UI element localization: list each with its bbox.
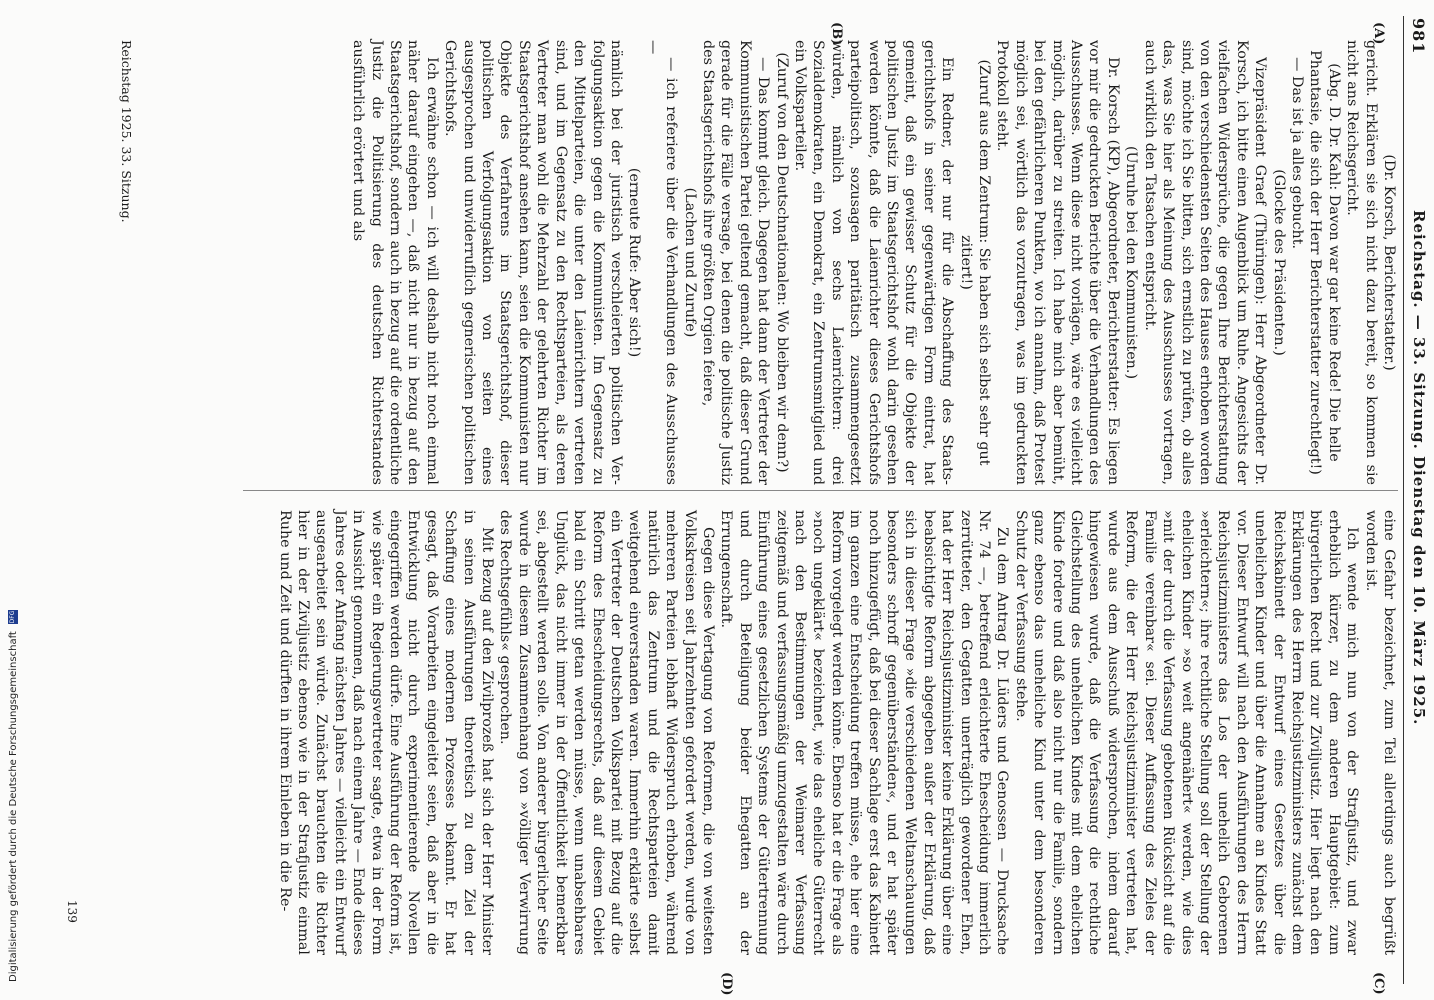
column-divider	[243, 490, 1398, 491]
interjection: (Abg. D. Dr. Kahl: Davon war gar keine Rede! Die helle Phantasie, die sich der Herr Berichterstatter zurechtlegt!)	[1307, 50, 1342, 475]
stage-direction: (Glocke des Präsidenten.)	[1270, 169, 1287, 356]
paragraph: — Das ist ja alles gebucht.	[1288, 57, 1305, 250]
paragraph: Gegen diese Vertagung von Reformen, die von weitesten Volkskreisen seit Jahrzehnten gefordert werden, wurde von mehreren Parteien lebhaft Widerspruch erhoben, während natürlich das Zentrum und die Rechtsparteien damit weitgehend einverstanden waren. Immerhin erklärte selbst ein Vertreter der Deutschen Volkspartei mit Bezug auf die Reform des Ehescheidungsrechts, daß auf diesem Gebiet bald ein Schritt getan werden müsse, wenn unabsehbares Unglück, das nicht immer in der Öffentlichkeit bemerkbar sei, abgestellt werden solle. Von anderer bürgerlicher Seite wurde in diesem Zusammenhang von »völliger Verwirrung des Rechtsgefühls« gesprochen.	[497, 510, 716, 955]
margin-mark-d: (D)	[719, 972, 734, 996]
paragraph: Ich erwähne schon — ich will deshalb nicht noch einmal näher darauf eingehen —, daß nicht nur in bezug auf den Staatsgerichtshof, sondern auch in bezug auf die ordentliche Justiz die Politisierung des deutschen Richterstandes ausführlich erörtert und als	[350, 40, 440, 485]
header-title: Reichstag. — 33. Sitzung. Dienstag den 10. März 1925.	[1410, 210, 1428, 726]
stage-direction: (Lachen und Zurufe)	[681, 187, 698, 338]
paragraph: gericht. Erklären sie sich nicht dazu bereit, so kommen sie nicht ans Reichsgericht.	[1344, 40, 1379, 485]
paragraph: Ein Redner, der nur für die Abschaffung des Staatsgerichtshofs in seiner gegenwärtigen Form eintrat, hat gemeint, daß ein gewisser Schutz für die Objekte der politischen Justiz im Staatsgerichtshof wohl darin gesehen werden könnte, daß die Laienrichter dieses Gerichtshofs parteipolitisch, sozusagen paritätisch zusammengesetzt würden, nämlich von sechs Laienrichtern: drei Sozialdemokraten, ein Demokrat, ein Zentrumsmitglied und ein Volksparteiler.	[792, 40, 956, 485]
interjection: (Zuruf aus dem Zentrum: Sie haben sich selbst sehr gut zitiert!)	[957, 59, 993, 466]
stage-direction: (Unruhe bei den Kommunisten.)	[1123, 145, 1140, 380]
margin-mark-b: (B)	[829, 22, 844, 46]
paragraph: nämlich bei der juristisch verschleierten politischen Verfolgungsaktion gegen die Kommunisten. Im Gegensatz zu den Mittelparteien, die unter den Laienrichtern vertreten sind, und im Gegensatz zu den Rechtsparteien, als deren Vertreter man wohl die Mehrzahl der gelehrten Richter im Staatsgerichtshof ansehen kann, seien die Kommunisten nur Objekte des Verfahrens im Staatsgerichtshof, dieser politischen Verfolgungsaktion von seiten eines ausgesprochen und unwiderruflich gegnerischen politischen Gerichtshofs.	[442, 40, 624, 485]
dfg-logo-icon: DFG	[9, 610, 16, 624]
interjection: (erneute Rufe: Aber sich!)	[626, 167, 643, 358]
paragraph: eine Gefahr bezeichnet, zum Teil allerdings auch begrüßt worden ist.	[1362, 510, 1397, 955]
paragraph: Zu dem Antrag Dr. Lüders und Genossen — Drucksache Nr. 74 —, betreffend erleichterte Ehescheidung immerlich zerrütteter, den Gegatten unerträglich gewordener Ehen, hat der Herr Reichsjustizminister keine Erklärung über eine beabsichtigte Reform abgegeben außer der Erklärung, daß sich in dieser Frage »die verschiedenen Weltanschauungen besonders schroff gegenüberständen«, und er hat später noch hinzugefügt, daß bei dieser Sachlage erst das Kabinett im ganzen eine Entscheidung treffen müsse, ehe hier eine Reform vorgelegt werden könne. Ebenso hat er die Frage als »noch ungeklärt« bezeichnet, wie das eheliche Güterrecht nach den Bestimmungen der Weimarer Verfassung zeitgemäß und verfassungsmäßig umzugestalten wäre durch Einführung eines gesetzlichen Systems der Gütertrennung und durch Beteiligung beider Ehegatten an der Errungenschaft.	[718, 510, 1011, 955]
interjection: (Zuruf von den Deutschnationalen: Wo bleiben wir denn?)	[773, 52, 790, 473]
running-header	[1394, 0, 1434, 1000]
margin-mark-c: (C)	[1371, 972, 1386, 995]
left-column	[349, 40, 1398, 485]
digitization-credit	[8, 0, 26, 982]
paragraph: — Das kommt gleich. Dagegen hat dann der Vertreter der Kommunistischen Partei geltend gemacht, daß dieser Grund gerade für die Fälle versage, bei denen die politische Justiz des Staatsgerichtshofs ihre größten Orgien feiere,	[699, 40, 772, 485]
paragraph: Ich wende mich nun von der Strafjustiz, und zwar erheblich kürzer, zu dem anderen Hauptgebiet: zum bürgerlichen Recht und zur Ziviljustiz. Hier liegt nach den Erklärungen des Herrn Reichsjustizministers zunächst dem Reichskabinett der Entwurf eines Gesetzes über die unehelichen Kinder und über die Annahme an Kindes Statt vor. Dieser Entwurf will nach den Ausführungen des Herrn Reichsjustizministers das Los der unehelich Geborenen »erleichtern«; ihre rechtliche Stellung soll der Stellung der ehelichen Kinder »so weit angenähert« werden, wie dies »mit der durch die Verfassung gebotenen Rücksicht auf die Familie vereinbar« sei. Dieser Auffassung des Zieles der Reform, die der Herr Reichsjustizminister vertreten hat, wurde aus dem Ausschuß widersprochen, indem darauf hingewiesen wurde, daß die Verfassung die rechtliche Gleichstellung des unehelichen Kindes mit dem ehelichen Kinde fordere und daß also nicht nur die Familie, sondern ganz ebenso das uneheliche Kind unter dem besonderen Schutz der Verfassung stehe.	[1012, 510, 1361, 955]
speaker-continuation: (Dr. Korsch, Berichterstatter.)	[1381, 154, 1397, 371]
margin-mark-a: (A)	[1371, 22, 1386, 45]
credit-text: Digitalisierung gefördert durch die Deutsche Forschungsgemeinschaft	[8, 631, 19, 982]
paragraph: Mit Bezug auf den Zivilprozeß hat sich der Herr Minister in seinen Ausführungen theoretisch zu dem Ziel der Schaffung eines modernen Prozesses bekannt. Er hat gesagt, daß Vorarbeiten eingeleitet seien, daß aber in die Entwicklung nicht durch experimentierende Novellen eingegriffen werden dürfe. Eine Ausführung der Reform ist, wie später ein Regierungsvertreter sagte, etwa in der Form in Aussicht genommen, daß nach einem Jahre — Ende dieses Jahres oder Anfang nächsten Jahres — vielleicht ein Entwurf ausgearbeitet sein würde. Zunächst brauchten die Richter hier in der Ziviljustiz ebenso wie in der Strafjustiz einmal Ruhe und Zeit und dürften in ihrem Einleben in die Re-	[276, 510, 496, 955]
paragraph-vice-president: Vizepräsident Graef (Thüringen): Herr Abgeordneter Dr. Korsch, ich bitte einen Augenblick um Ruhe. Angesichts der vielfachen Widersprüche, die gegen Ihre Berichterstattung von den verschiedensten Seiten des Hauses erhoben worden sind, möchte ich Sie bitten, sich ernstlich zu prüfen, ob alles das, was Sie hier als Meinung des Ausschusses vortragen, auch wirklich den Tatsachen entspricht.	[1141, 40, 1269, 485]
footer-session: Reichstag 1925. 33. Sitzung.	[119, 40, 134, 223]
paragraph: — ich referiere über die Verhandlungen des Ausschusses —	[644, 40, 680, 485]
sheet-number: 139	[65, 900, 79, 923]
paragraph-korsch: Dr. Korsch (KP), Abgeordneter, Berichterstatter: Es liegen vor mir die gedruckten Berichte über die Verhandlungen des Ausschusses. Wenn diese nicht vorlägen, wäre es vielleicht möglich, darüber zu streiten. Ich habe mich aber bemüht, bei den gefährlicheren Punkten, wo ich annahm, daß Protest möglich sei, wörtlich das vorzutragen, was im gedruckten Protokoll steht.	[994, 40, 1121, 485]
right-column	[275, 510, 1398, 955]
header-rule	[1403, 16, 1404, 984]
page-number: 981	[1409, 18, 1428, 55]
